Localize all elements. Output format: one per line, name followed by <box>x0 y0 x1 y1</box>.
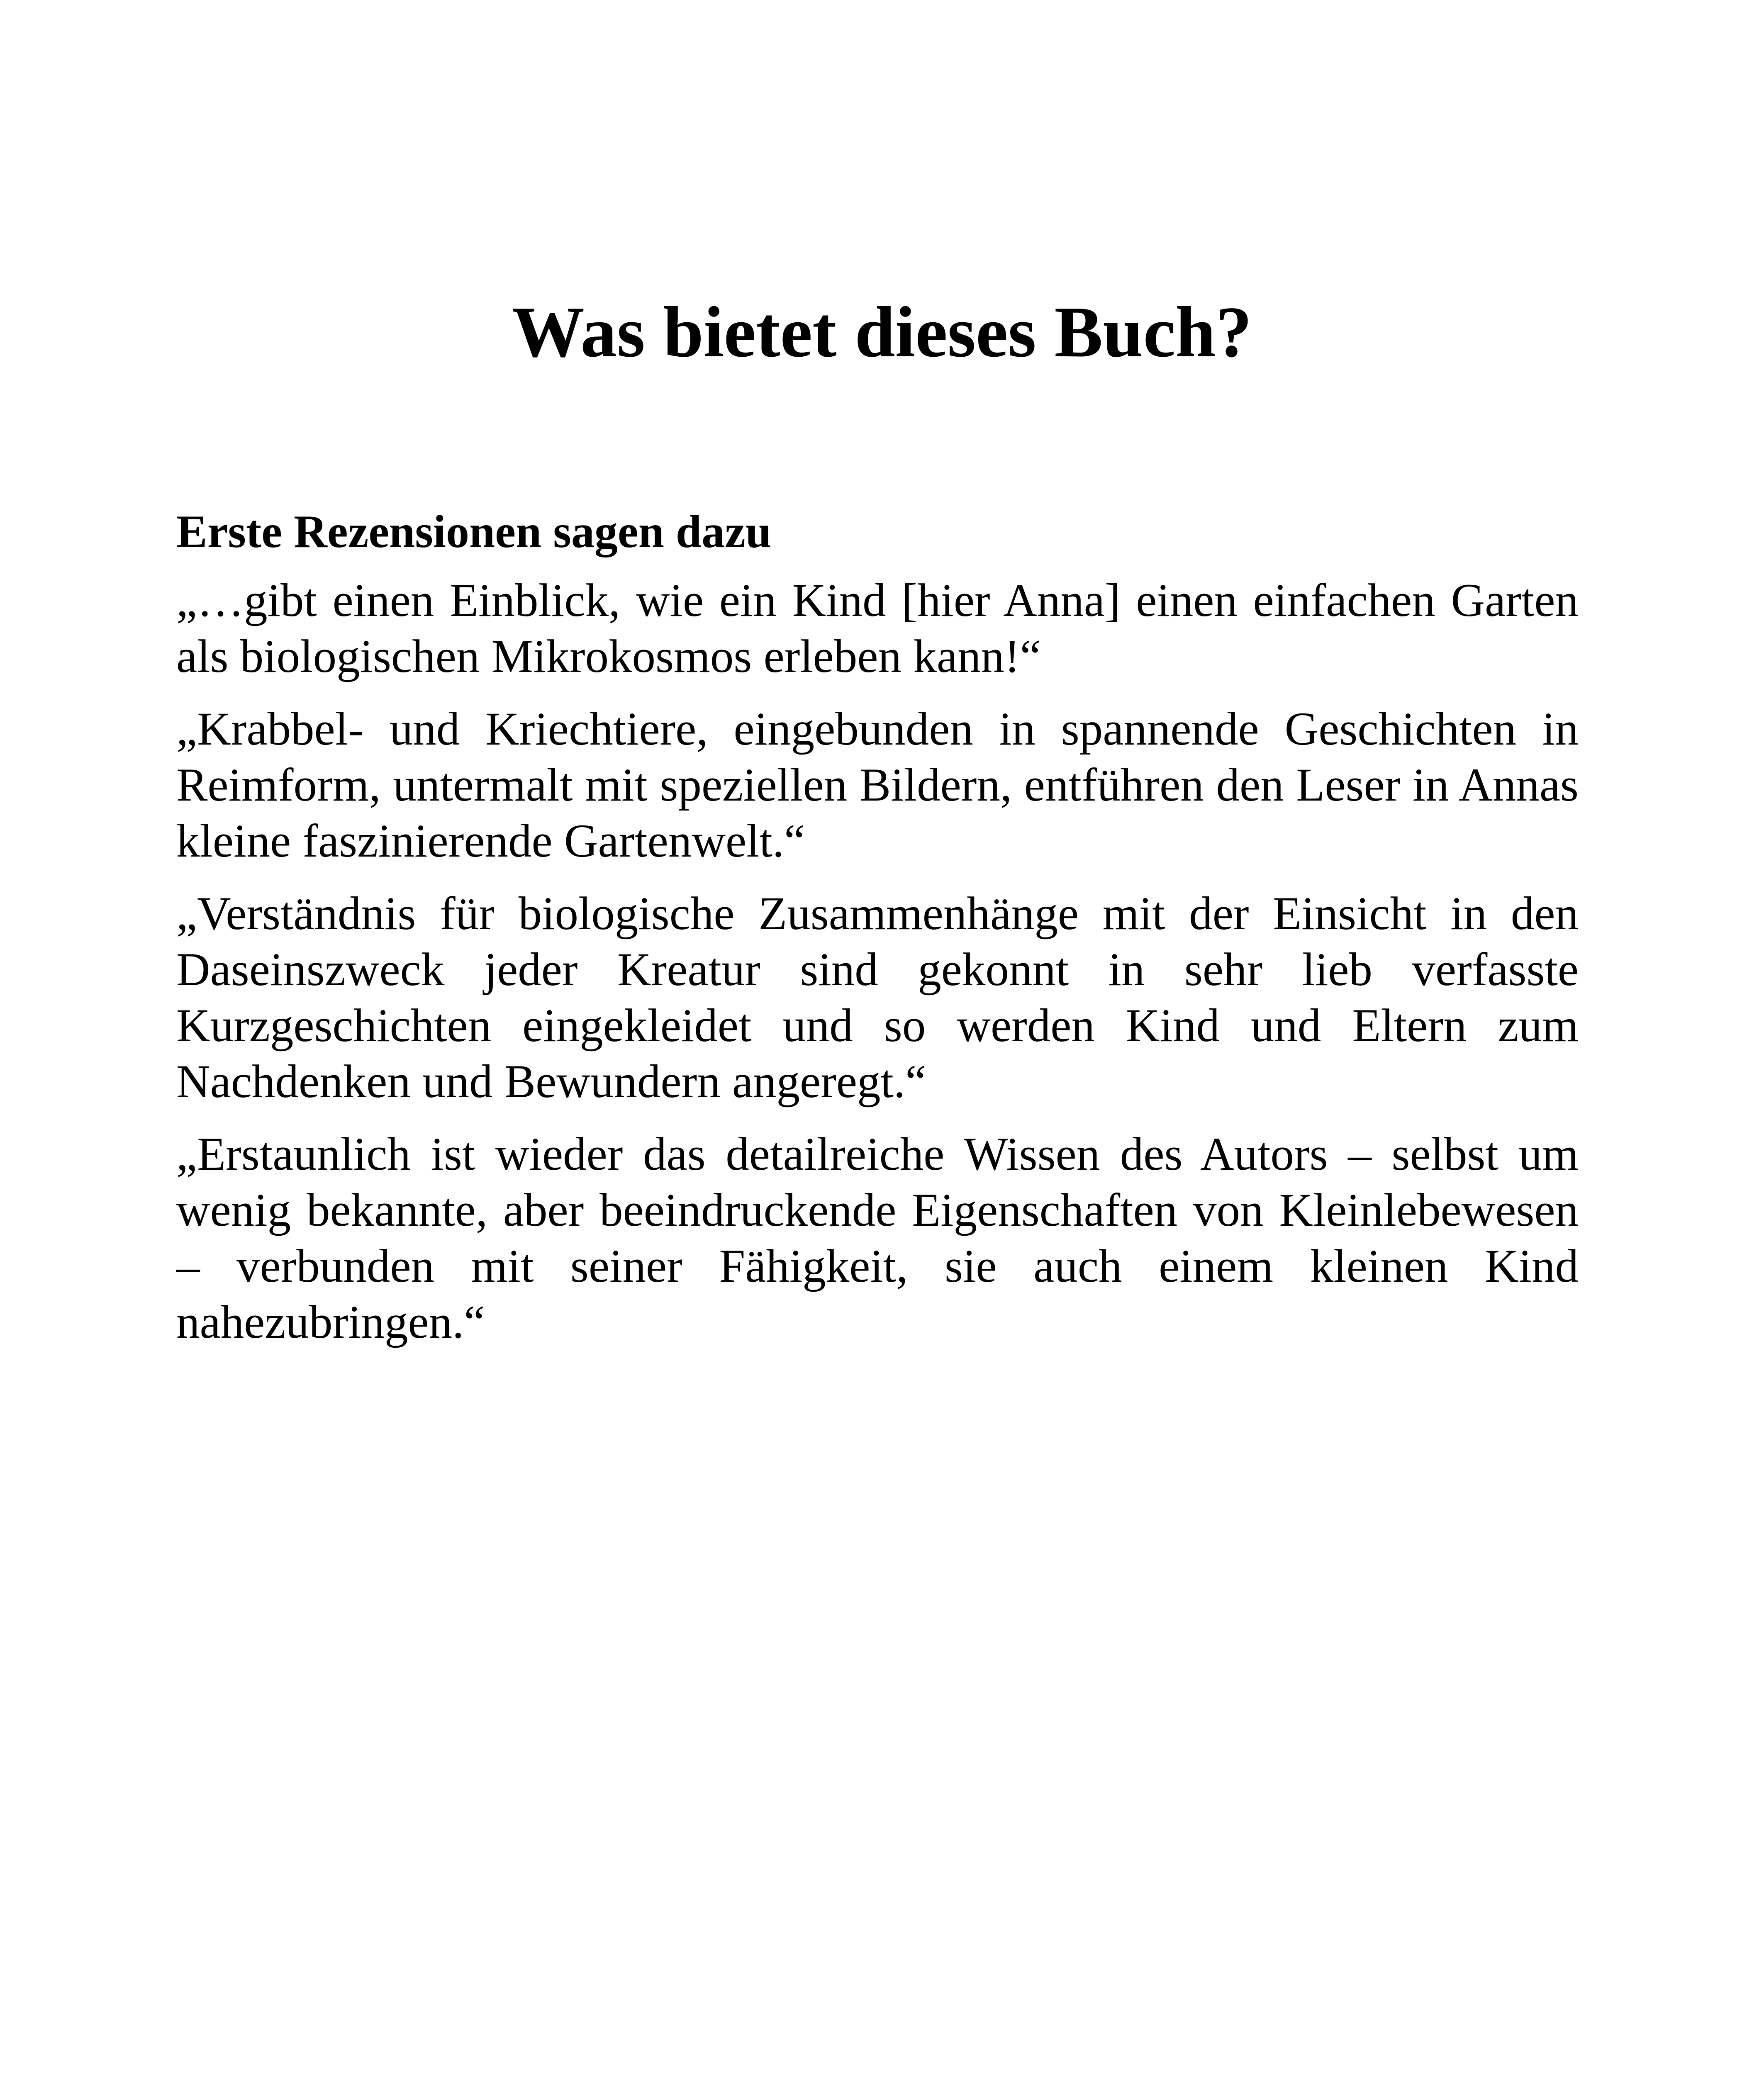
review-paragraph-1: „…gibt einen Einblick, wie ein Kind [hier Anna] einen einfachen Garten als biologischen Mikrokosmos erleben kann!“ <box>176 574 1579 682</box>
section-heading: Erste Rezensionen sagen dazu <box>176 506 772 557</box>
reviews-section <box>176 504 1579 1367</box>
review-paragraph-2: „Krabbel- und Kriechtiere, eingebunden in spannende Geschichten in Reimform, untermalt mit speziellen Bildern, entführen den Leser in Annas kleine faszinierende Gartenwelt.“ <box>176 703 1579 867</box>
page-title: Was bietet dieses Buch? <box>512 292 1252 372</box>
review-paragraph-3: „Verständnis für biologische Zusammenhänge mit der Einsicht in den Daseinszweck jeder Kreatur sind gekonnt in sehr lieb verfasste Kurzgeschichten eingekleidet und so werden Kind und Eltern zum Nachdenken und Bewundern angeregt.“ <box>176 888 1579 1108</box>
review-paragraph-4: „Erstaunlich ist wieder das detailreiche Wissen des Autors – selbst um wenig bekannte, aber beeindruckende Eigenschaften von Kleinlebewesen – verbunden mit seiner Fähigkeit, sie auch einem kleinen Kind nahezubringen.“ <box>176 1128 1579 1348</box>
